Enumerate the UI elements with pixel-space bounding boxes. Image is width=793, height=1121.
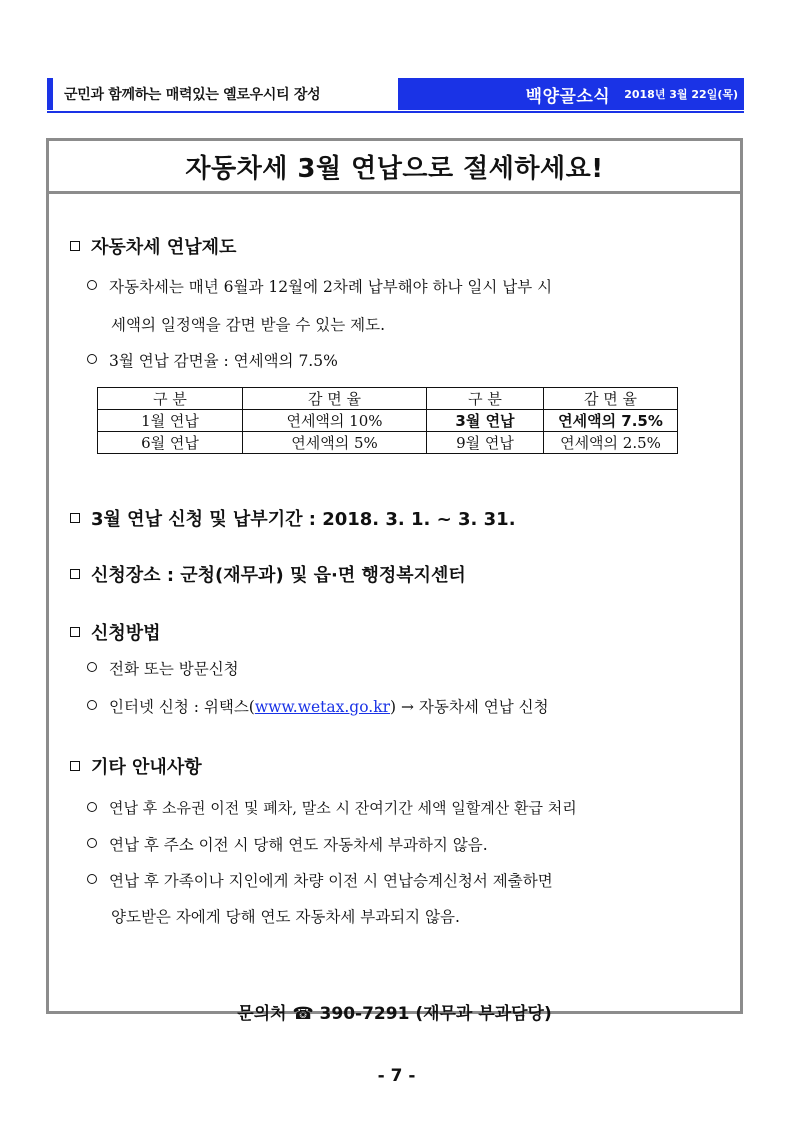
square-bullet-icon (70, 761, 80, 771)
issue-date: 2018년 3월 22일(목) (624, 88, 738, 101)
circle-bullet-icon (87, 662, 97, 672)
circle-bullet-icon (87, 280, 97, 290)
section-heading-text: 자동차세 연납제도 (91, 237, 237, 258)
list-item: 인터넷 신청 : 위택스(www.wetax.go.kr) → 자동차세 연납 신청 (87, 695, 549, 717)
header-divider (47, 111, 744, 113)
table-header-cell: 감 면 율 (243, 388, 427, 410)
circle-bullet-icon (87, 700, 97, 710)
table-cell: 6월 연납 (98, 432, 243, 454)
contact-info: 문의처 ☎ 390-7291 (재무과 부과담당) (237, 1004, 552, 1024)
section-heading-other (70, 753, 202, 779)
list-item-continuation: 양도받은 자에게 당해 연도 자동차세 부과되지 않음. (111, 908, 460, 926)
section-heading-method (70, 619, 161, 645)
table-header-row (98, 388, 678, 410)
square-bullet-icon (70, 513, 80, 523)
header-slogan: 군민과 함께하는 매력있는 옐로우시티 장성 (64, 87, 321, 103)
table-row (98, 432, 678, 454)
list-item: 3월 연납 감면율 : 연세액의 7.5% (87, 349, 338, 371)
table-cell: 9월 연납 (427, 432, 544, 454)
section-heading-text: 기타 안내사항 (91, 757, 202, 778)
section-heading-location (70, 561, 466, 587)
table-header-cell: 감 면 율 (544, 388, 678, 410)
section-heading-period (70, 505, 516, 531)
list-item: 연납 후 가족이나 지인에게 차량 이전 시 연납승계신청서 제출하면 (87, 869, 553, 891)
list-item: 연납 후 소유권 이전 및 폐차, 말소 시 잔여기간 세액 일할계산 환급 처리 (87, 797, 577, 818)
section-heading-text: 신청장소 : 군청(재무과) 및 읍·면 행정복지센터 (91, 565, 466, 586)
table-cell: 연세액의 5% (243, 432, 427, 454)
table-cell-highlight: 3월 연납 (427, 410, 544, 432)
article-title: 자동차세 3월 연납으로 절세하세요! (185, 153, 604, 184)
square-bullet-icon (70, 627, 80, 637)
table-header-cell: 구 분 (98, 388, 243, 410)
title-box (49, 141, 740, 194)
section-heading-text: 신청방법 (91, 623, 161, 644)
table-row (98, 410, 678, 432)
square-bullet-icon (70, 241, 80, 251)
circle-bullet-icon (87, 838, 97, 848)
list-item: 전화 또는 방문신청 (87, 657, 239, 679)
article-frame (46, 138, 743, 1024)
header-banner (398, 78, 744, 110)
header-accent-bar (47, 78, 53, 110)
list-item: 연납 후 주소 이전 시 당해 연도 자동차세 부과하지 않음. (87, 833, 488, 855)
table-cell: 1월 연납 (98, 410, 243, 432)
circle-bullet-icon (87, 354, 97, 364)
table-cell: 연세액의 10% (243, 410, 427, 432)
section-heading-installment (70, 233, 236, 259)
newsletter-name: 백양골소식 (525, 86, 611, 107)
table-cell: 연세액의 2.5% (544, 432, 678, 454)
discount-rate-table (97, 387, 678, 454)
table-cell-highlight: 연세액의 7.5% (544, 410, 678, 432)
section-heading-text: 3월 연납 신청 및 납부기간 : 2018. 3. 1. ~ 3. 31. (91, 509, 516, 530)
circle-bullet-icon (87, 802, 97, 812)
wetax-link[interactable]: www.wetax.go.kr (254, 698, 391, 716)
list-item-continuation: 세액의 일정액을 감면 받을 수 있는 제도. (111, 316, 386, 334)
circle-bullet-icon (87, 874, 97, 884)
list-item: 자동차세는 매년 6월과 12월에 2차례 납부해야 하나 일시 납부 시 (87, 275, 552, 297)
square-bullet-icon (70, 569, 80, 579)
table-header-cell: 구 분 (427, 388, 544, 410)
page-number: - 7 - (377, 1066, 416, 1086)
